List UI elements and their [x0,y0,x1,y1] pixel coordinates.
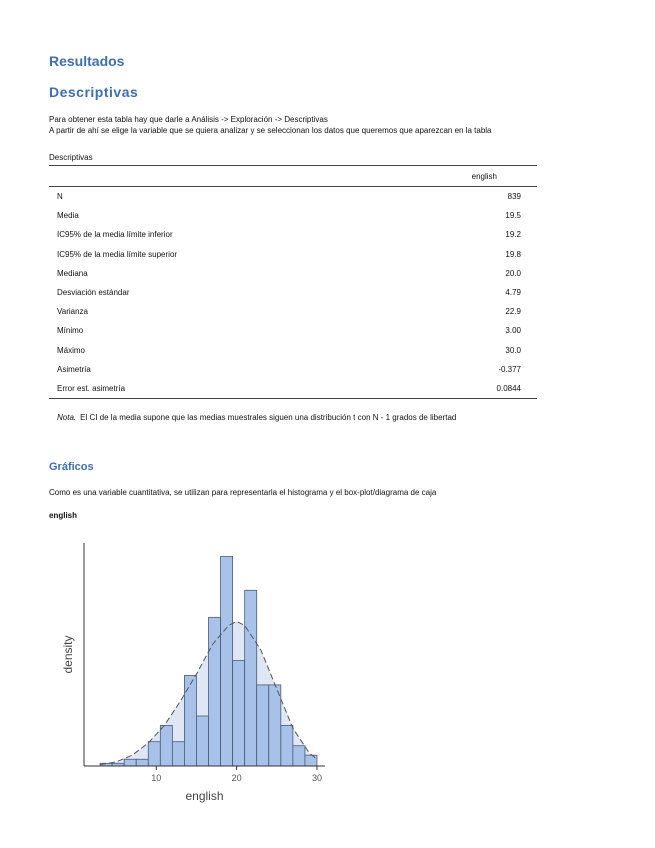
row-value: 4.79 [505,287,521,297]
histogram-bar [281,725,293,766]
histogram-chart [50,535,340,805]
table-row [49,360,537,379]
table-row [49,302,537,321]
histogram-bar [148,742,160,766]
row-value: 839 [507,192,521,201]
row-label: Asimetría [57,364,91,374]
table-header [49,166,537,186]
histogram-bar [245,590,257,766]
row-label: N [57,192,63,201]
histogram-bar [184,675,196,766]
y-axis-label: density [61,635,75,674]
row-label: Media [57,211,79,221]
descriptives-heading: Descriptivas [49,84,139,100]
column-header-english: english [471,172,497,181]
table-row [49,341,537,360]
row-label: Error est. asimetría [57,383,126,393]
row-label: IC95% de la media límite inferior [57,230,173,240]
histogram-bar [160,725,172,766]
table-row [49,245,537,264]
intro-text [49,114,492,136]
row-label: Desviación estándar [57,287,130,297]
x-tick-label: 20 [231,773,242,783]
histogram-bar [305,755,317,766]
table-row [49,225,537,244]
histogram-bar [233,661,245,766]
histogram-bar [293,746,305,766]
table-row [49,206,537,225]
table-body [49,187,537,398]
plot-title: english [49,511,78,520]
intro-line-1: Para obtener esta tabla hay que darle a Análisis -> Exploración -> Descriptivas [49,115,328,124]
histogram-bar [269,685,281,766]
table-note [57,413,456,422]
row-value: 0.0844 [496,383,521,393]
results-heading: Resultados [49,53,125,69]
histogram-bar [209,617,221,766]
table-row [49,264,537,283]
row-value: 19.8 [505,249,521,259]
graphs-heading: Gráficos [49,461,94,473]
histogram-bar [124,759,136,766]
histogram-bar [257,685,269,766]
row-label: Mínimo [57,326,84,336]
descriptives-table [49,165,537,399]
x-axis-label: english [185,789,224,803]
note-label: Nota. [57,413,77,422]
x-tick-label: 30 [311,773,322,783]
row-label: Mediana [57,268,88,278]
table-row [49,321,537,340]
table-row [49,379,537,398]
row-label: IC95% de la media límite superior [57,249,178,259]
table-bottom-rule [49,398,537,399]
row-label: Máximo [57,345,86,355]
graphs-description: Como es una variable cuantitativa, se utilizan para representarla el histograma y el box-plot/diagrama de caja [49,488,437,497]
row-label: Varianza [57,307,88,317]
row-value: 22.9 [505,307,521,317]
intro-line-2: A partir de ahí se elige la variable que se quiera analizar y se seleccionan los datos que queremos que aparezcan en la tabla [49,126,492,135]
note-text: El CI de la media supone que las medias muestrales siguen una distribución t con N - 1 grados de libertad [80,413,457,422]
row-value: -0.377 [498,364,521,374]
table-row [49,283,537,302]
row-value: 3.00 [505,326,521,336]
histogram-bar [196,716,208,766]
row-value: 20.0 [505,268,521,278]
x-tick-label: 10 [151,773,162,783]
row-value: 19.5 [505,211,521,221]
row-value: 30.0 [505,345,521,355]
row-value: 19.2 [505,230,521,240]
table-title: Descriptivas [49,153,93,162]
histogram-bar [172,742,184,766]
histogram-bar [136,759,148,766]
histogram-bar [221,557,233,766]
table-row [49,187,537,206]
